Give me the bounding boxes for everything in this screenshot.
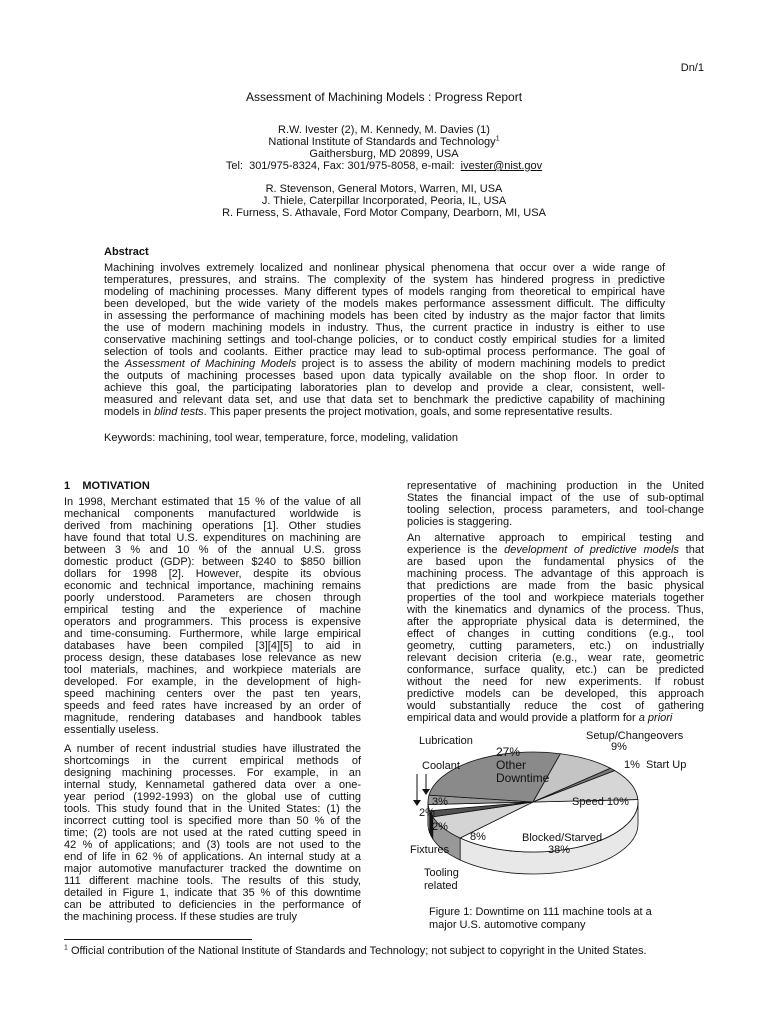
text-line: Machining involves extremely localized and nonlinear physical phenomena that occur over a wide range of bbox=[104, 262, 665, 274]
text-line: would substantially reduce the cost of gathering bbox=[407, 700, 704, 712]
label-tooling-1: Tooling bbox=[424, 867, 459, 879]
text-line: the machining process. If these studies are truly bbox=[64, 911, 297, 923]
text-line: temperatures, pressures, and strains. The complexity of the system has hindered progress in predictive bbox=[104, 274, 665, 286]
text-line: domestic product (GDP): between $240 to $850 billion bbox=[64, 556, 361, 568]
text-line: with the kinematics and dynamics of the process. Thus, bbox=[407, 604, 704, 616]
text-line: designing machining processes. For example, in an bbox=[64, 767, 361, 779]
text-line: An alternative approach to empirical testing and bbox=[407, 532, 704, 544]
text-line: in assessing the performance of machining models has been cited by industry as the major factor that limits bbox=[104, 310, 665, 322]
figure-caption bbox=[429, 906, 679, 932]
author-affiliation bbox=[60, 136, 708, 148]
text-line: In 1998, Merchant estimated that 15 % of the value of all bbox=[64, 496, 361, 508]
text-line: States the financial impact of the use of sub-optimal bbox=[407, 492, 704, 504]
label-pct-38: 38% bbox=[548, 844, 571, 856]
text-line: achieve this goal, the participating laboratories plan to develop and provide a clear, consistent, well- bbox=[104, 382, 665, 394]
label-blocked: Blocked/Starved bbox=[522, 832, 603, 844]
email-link[interactable]: ivester@nist.gov bbox=[460, 160, 543, 172]
text-line: 111 different machine tools. The results of this study, bbox=[64, 875, 361, 887]
label-lubrication: Lubrication bbox=[419, 735, 473, 747]
text-line: and time-consuming. Furthermore, while large empirical bbox=[64, 628, 361, 640]
text-line: speeds and feed rates have increased by an order of bbox=[64, 700, 361, 712]
text-line: machining process. The advantage of this approach is bbox=[407, 568, 704, 580]
text-line: poorly understood. Parameters are chosen through bbox=[64, 592, 361, 604]
text-line: the use of modern machining models in industry. Thus, the current practice in industry is either to use bbox=[104, 322, 665, 334]
text-line: between 3 % and 10 % of the annual U.S. gross bbox=[64, 544, 361, 556]
footnote bbox=[64, 945, 647, 957]
contact-text: Tel: 301/975-8324, Fax: 301/975-8058, e-mail: bbox=[225, 160, 461, 172]
label-tooling-2: related bbox=[424, 880, 458, 892]
text-line: policies is staggering. bbox=[407, 516, 513, 528]
text-line: time; (2) tools are not used at the rated cutting speed in bbox=[64, 827, 361, 839]
text-line: that predictions are made from the basic physical bbox=[407, 580, 704, 592]
caption-line-1: Figure 1: Downtime on 111 machine tools at a bbox=[429, 906, 652, 918]
text-line: geometry, cutting parameters, etc.) on industrially bbox=[407, 640, 704, 652]
label-speed: Speed 10% bbox=[572, 796, 629, 808]
author-block bbox=[60, 124, 708, 172]
text-line: can be attributed to deficiencies in the performance of bbox=[64, 899, 361, 911]
text-line: predictive models can be developed, this approach bbox=[407, 688, 704, 700]
text-line: process design, these databases lose relevance as new bbox=[64, 652, 361, 664]
text-line: are based upon the fundamental physics of the bbox=[407, 556, 704, 568]
label-pct-9: 9% bbox=[611, 741, 627, 753]
text-line: have found that total U.S. expenditures on machining are bbox=[64, 532, 361, 544]
label-pct-27: 27% bbox=[496, 745, 521, 759]
text-line: dollars for 1998 [2]. However, despite its obvious bbox=[64, 568, 361, 580]
affiliation-text: National Institute of Standards and Technology bbox=[268, 136, 496, 148]
text-line: relevant decision criteria (e.g., wear rate, geometric bbox=[407, 652, 704, 664]
caption-line-2: major U.S. automotive company bbox=[429, 919, 586, 931]
text-line: measured and relevant data set, and use that data set to benchmark the predictive capability of machining bbox=[104, 394, 665, 406]
text-line: conservative machining settings and tool-change policies, or to conduct costly empirical studies for a limited bbox=[104, 334, 665, 346]
author-line-1: R.W. Ivester (2), M. Kennedy, M. Davies (1) bbox=[278, 124, 490, 136]
text-line: essentially useless. bbox=[64, 724, 159, 736]
text-line: representative of machining production in the United bbox=[407, 480, 704, 492]
text-line: properties of the tool and workpiece materials together bbox=[407, 592, 704, 604]
section-heading: 1 MOTIVATION bbox=[64, 480, 150, 492]
motivation-paragraph-1 bbox=[64, 496, 361, 736]
abstract-body bbox=[104, 262, 665, 418]
text-line: speed machining centers over the past ten years, bbox=[64, 688, 361, 700]
label-coolant: Coolant bbox=[422, 760, 460, 772]
text-line: operators and programmers. This process is expensive bbox=[64, 616, 361, 628]
text-line: databases have been compiled [3][4][5] to aid in bbox=[64, 640, 361, 652]
label-startup: 1% Start Up bbox=[624, 759, 687, 771]
text-line: incorrect cutting tool is specified more than 50 % of the bbox=[64, 815, 361, 827]
text-line: detailed in Figure 1, indicate that 35 % of this downtime bbox=[64, 887, 361, 899]
text-line: magnitude, rendering databases and handbook tables bbox=[64, 712, 361, 724]
coauthor-line-3: R. Furness, S. Athavale, Ford Motor Company, Dearborn, MI, USA bbox=[222, 207, 546, 219]
label-pct-2a: 2% bbox=[419, 807, 435, 819]
keywords: Keywords: machining, tool wear, temperature, force, modeling, validation bbox=[104, 432, 459, 444]
text-line: modeling of machining processes. Many different types of models ranging from theoretical to empirical have bbox=[104, 286, 665, 298]
text-line: year period (1992-1993) on the global use of cutting bbox=[64, 791, 361, 803]
pie-chart bbox=[400, 730, 730, 908]
footnote-sup: 1 bbox=[64, 944, 68, 952]
coauthor-line-2: J. Thiele, Caterpillar Incorporated, Peoria, IL, USA bbox=[261, 195, 507, 207]
label-setup: Setup/Changeovers bbox=[586, 730, 684, 742]
footnote-marker: 1 bbox=[495, 135, 500, 143]
footnote-divider bbox=[64, 939, 252, 940]
text-line: economic and technical importance, machining remains bbox=[64, 580, 361, 592]
text-line: effect of changes in cutting conditions (e.g., tool bbox=[407, 628, 704, 640]
label-fixtures: Fixtures bbox=[410, 844, 450, 856]
text-line: been developed, but the wide variety of the models makes performance assessment difficult. The difficulty bbox=[104, 298, 665, 310]
author-contact bbox=[60, 160, 708, 172]
page-id: Dn/1 bbox=[680, 62, 704, 74]
text-line: mechanical components manufactured worldwide is bbox=[64, 508, 361, 520]
paper-title: Assessment of Machining Models : Progress Report bbox=[245, 90, 523, 104]
text-line: shortcomings in the current empirical methods of bbox=[64, 755, 361, 767]
abstract-heading: Abstract bbox=[104, 246, 149, 258]
author-address: Gaithersburg, MD 20899, USA bbox=[309, 148, 459, 160]
text-line: tooling selection, process parameters, and tool-change bbox=[407, 504, 704, 516]
label-other-1: Other bbox=[496, 758, 527, 772]
text-line: the outputs of machining processes based upon data typically available on the shop floor. In order to bbox=[104, 370, 665, 382]
footnote-text: Official contribution of the National Institute of Standards and Technology; not subject to copyright in the United States. bbox=[67, 945, 647, 957]
label-other-2: Downtime bbox=[496, 771, 550, 785]
coauthor-block bbox=[60, 183, 708, 219]
text-line: tools. This study found that in the United States: (1) the bbox=[64, 803, 361, 815]
motivation-paragraph-4 bbox=[407, 532, 704, 724]
text-line: the Assessment of Machining Models project is to assess the ability of modern machining models to predict bbox=[104, 358, 665, 370]
text-line: selection of tools and coolants. Either practice may lead to sub-optimal process performance. The goal of bbox=[104, 346, 665, 358]
label-pct-2b: 2% bbox=[432, 821, 448, 833]
text-line: without the need for new experiments. If robust bbox=[407, 676, 704, 688]
label-pct-8: 8% bbox=[470, 831, 486, 843]
text-line: empirical testing and the experience of machine bbox=[64, 604, 361, 616]
label-pct-3: 3% bbox=[432, 796, 448, 808]
text-line: after the appropriate physical data is determined, the bbox=[407, 616, 704, 628]
text-line: empirical data and would provide a platform for a priori bbox=[407, 712, 673, 724]
text-line: A number of recent industrial studies have illustrated the bbox=[64, 743, 361, 755]
text-line: end of life in 62 % of applications. An internal study at a bbox=[64, 851, 361, 863]
text-line: models in blind tests. This paper presents the project motivation, goals, and some representative results. bbox=[104, 406, 613, 418]
text-line: derived from machining operations [1]. Other studies bbox=[64, 520, 361, 532]
text-line: developed. For example, in the development of high- bbox=[64, 676, 361, 688]
text-line: experience is the development of predictive models that bbox=[407, 544, 704, 556]
text-line: 42 % of applications; and (3) tools are not used to the bbox=[64, 839, 361, 851]
text-line: major automotive manufacturer tracked the downtime on bbox=[64, 863, 361, 875]
text-line: tool materials, machines, and workpiece materials are bbox=[64, 664, 361, 676]
text-line: conformance, surface quality, etc.) can be predicted bbox=[407, 664, 704, 676]
motivation-paragraph-3 bbox=[407, 480, 704, 528]
motivation-paragraph-2 bbox=[64, 743, 361, 923]
coauthor-line-1: R. Stevenson, General Motors, Warren, MI, USA bbox=[265, 183, 503, 195]
text-line: internal study, Kennametal gathered data over a one- bbox=[64, 779, 361, 791]
